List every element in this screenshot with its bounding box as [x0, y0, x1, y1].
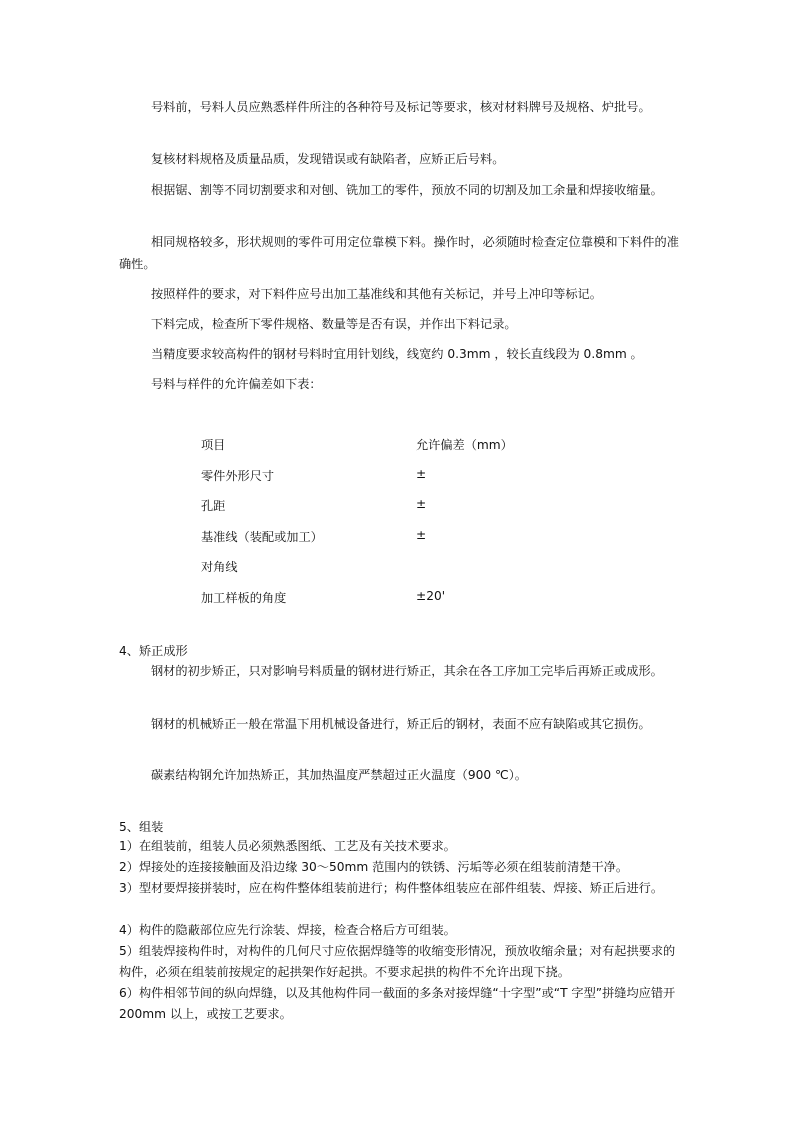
list-item: 4）构件的隐蔽部位应先行涂装、焊接，检查合格后方可组装。 — [119, 923, 456, 937]
list-item: 5）组装焊接构件时，对构件的几何尺寸应依据焊缝等的收缩变形情况，预放收缩余量；对有起拱要求的构件，必须在组装前按规定的起拱架作好起拱。不要求起拱的构件不允许出现下挠。 — [119, 944, 676, 979]
table-cell-tolerance: ± — [416, 466, 427, 481]
paragraph-mechanical-straightening: 钢材的机械矫正一般在常温下用机械设备进行，矫正后的钢材，表面不应有缺陷或其它损伤。 — [151, 717, 651, 731]
table-header-tolerance: 允许偏差（mm） — [416, 438, 513, 452]
paragraph-initial-straightening: 钢材的初步矫正，只对影响号料质量的钢材进行矫正，其余在各工序加工完毕后再矫正或成形。 — [151, 664, 663, 678]
paragraph-heat-straightening: 碳素结构钢允许加热矫正，其加热温度严禁超过正火温度（900 ℃）。 — [151, 768, 527, 782]
table-header-row — [201, 436, 601, 467]
list-item: 2）焊接处的连接接触面及沿边缘 30～50mm 范围内的铁锈、污垢等必须在组装前清楚干净。 — [119, 860, 629, 874]
table-row — [201, 497, 601, 528]
list-item: 6）构件相邻节间的纵向焊缝，以及其他构件同一截面的多条对接焊缝“十字型”或“T 字型”拼缝均应错开 200mm 以上，或按工艺要求。 — [119, 986, 676, 1021]
section-4-heading: 4、矫正成形 — [119, 644, 188, 658]
table-cell-tolerance: ±20' — [416, 588, 446, 603]
table-cell-tolerance: ± — [416, 497, 427, 511]
table-cell-item: 对角线 — [201, 560, 238, 574]
table-cell-item: 孔距 — [201, 499, 226, 513]
paragraph-material-check: 复核材料规格及质量品质，发现错误或有缺陷者，应矫正后号料。 — [151, 152, 505, 166]
section-5-heading: 5、组装 — [119, 820, 164, 834]
table-row — [201, 528, 601, 559]
table-row — [201, 558, 601, 589]
paragraph-table-intro: 号料与样件的允许偏差如下表： — [151, 377, 322, 391]
paragraph-cutting-record: 下料完成，检查所下零件规格、数量等是否有误，并作出下料记录。 — [151, 317, 517, 331]
table-row — [201, 589, 601, 620]
paragraph-marking-preparation: 号料前，号料人员应熟悉样件所注的各种符号及标记等要求，核对材料牌号及规格、炉批号。 — [151, 100, 651, 114]
table-header-item: 项目 — [201, 438, 226, 452]
table-cell-item: 基准线（装配或加工） — [201, 529, 323, 544]
table-cell-tolerance: ± — [416, 527, 427, 542]
list-item: 3）型材要焊接拼装时，应在构件整体组装前进行；构件整体组装应在部件组装、焊接、矫正后进行。 — [119, 881, 664, 895]
paragraph-allowance: 根据锯、割等不同切割要求和对刨、铣加工的零件，预放不同的切割及加工余量和焊接收缩量。 — [151, 183, 663, 197]
table-row — [201, 467, 601, 498]
list-item: 1）在组装前，组装人员必须熟悉图纸、工艺及有关技术要求。 — [119, 839, 456, 853]
tolerance-table — [201, 436, 601, 619]
paragraph-template-cutting: 相同规格较多，形状规则的零件可用定位靠模下料。操作时，必须随时检查定位靠模和下料件的准确性。 — [119, 235, 679, 271]
table-cell-item: 加工样板的角度 — [201, 590, 287, 605]
table-cell-item: 零件外形尺寸 — [201, 468, 275, 483]
paragraph-scribing-precision: 当精度要求较高构件的钢材号料时宜用针划线，线宽约 0.3mm ，较长直线段为 0.8mm 。 — [151, 347, 643, 361]
paragraph-reference-lines: 按照样件的要求，对下料件应号出加工基准线和其他有关标记，并号上冲印等标记。 — [151, 287, 602, 301]
